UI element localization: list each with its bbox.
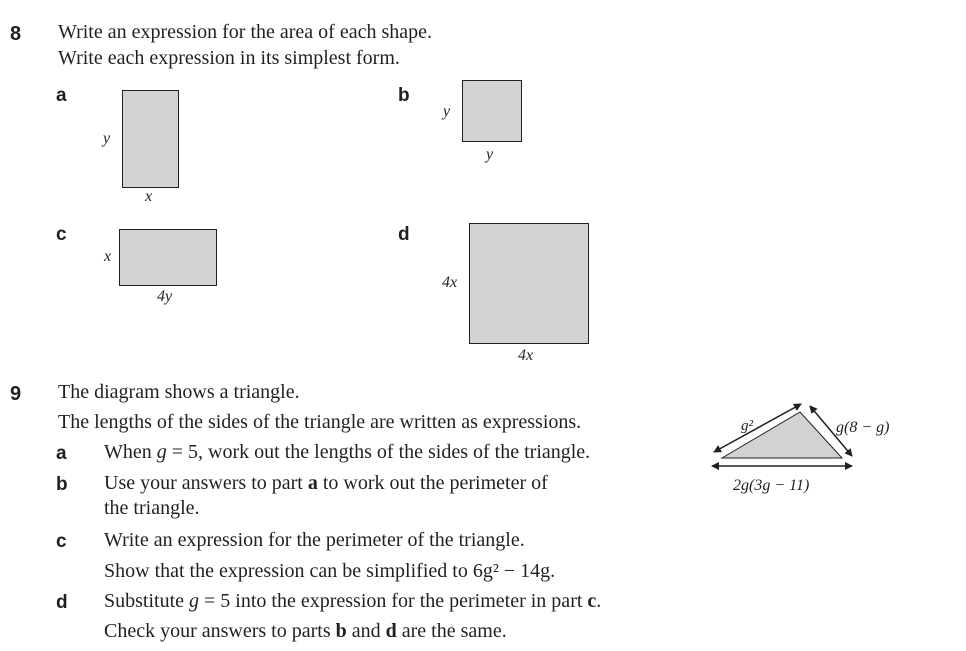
part-8a-label: a: [56, 85, 67, 106]
triangle-left-side-label: g²: [741, 418, 753, 434]
question-8-instruction-1: Write an expression for the area of each shape.: [58, 21, 433, 43]
triangle-shape: [722, 412, 842, 458]
square-8b-width-label: y: [486, 146, 494, 163]
question-8-number: 8: [10, 23, 22, 45]
square-8b-height-label: y: [443, 103, 451, 120]
rectangle-8c: [119, 229, 217, 286]
rectangle-8a-height-label: y: [103, 130, 111, 147]
part-9b-text-2: the triangle.: [104, 497, 200, 519]
part-9c-text-2: Show that the expression can be simplified to 6g² − 14g.: [104, 560, 556, 582]
square-8d-width-label: 4x: [518, 347, 534, 364]
rectangle-8c-height-label: x: [104, 248, 112, 265]
triangle-right-side-label: g(8 − g): [836, 419, 890, 436]
part-9c-text-1: Write an expression for the perimeter of the triangle.: [104, 529, 525, 551]
square-8b: [462, 80, 522, 142]
question-9-intro-1: The diagram shows a triangle.: [58, 381, 300, 403]
part-9d-label: d: [56, 592, 68, 613]
triangle-base-label: 2g(3g − 11): [733, 477, 810, 494]
part-9a-text: When g = 5, work out the lengths of the sides of the triangle.: [104, 441, 591, 463]
rectangle-8a-width-label: x: [145, 188, 153, 205]
part-8b-label: b: [398, 85, 410, 106]
part-9a-label: a: [56, 443, 67, 464]
part-9d-text-2: Check your answers to parts b and d are the same.: [104, 620, 507, 642]
question-9-intro-2: The lengths of the sides of the triangle are written as expressions.: [58, 411, 582, 433]
square-8d-height-label: 4x: [442, 274, 458, 291]
part-9c-label: c: [56, 531, 67, 552]
rectangle-8c-width-label: 4y: [157, 288, 173, 305]
part-9b-label: b: [56, 474, 68, 495]
part-9b-text-1: Use your answers to part a to work out the perimeter of: [104, 472, 548, 494]
question-8-instruction-2: Write each expression in its simplest form.: [58, 47, 400, 69]
square-8d: [469, 223, 589, 344]
part-9d-text-1: Substitute g = 5 into the expression for the perimeter in part c.: [104, 590, 602, 612]
triangle-diagram: [700, 400, 900, 480]
rectangle-8a: [122, 90, 179, 188]
question-9-number: 9: [10, 383, 22, 405]
part-8c-label: c: [56, 224, 67, 245]
part-8d-label: d: [398, 224, 410, 245]
